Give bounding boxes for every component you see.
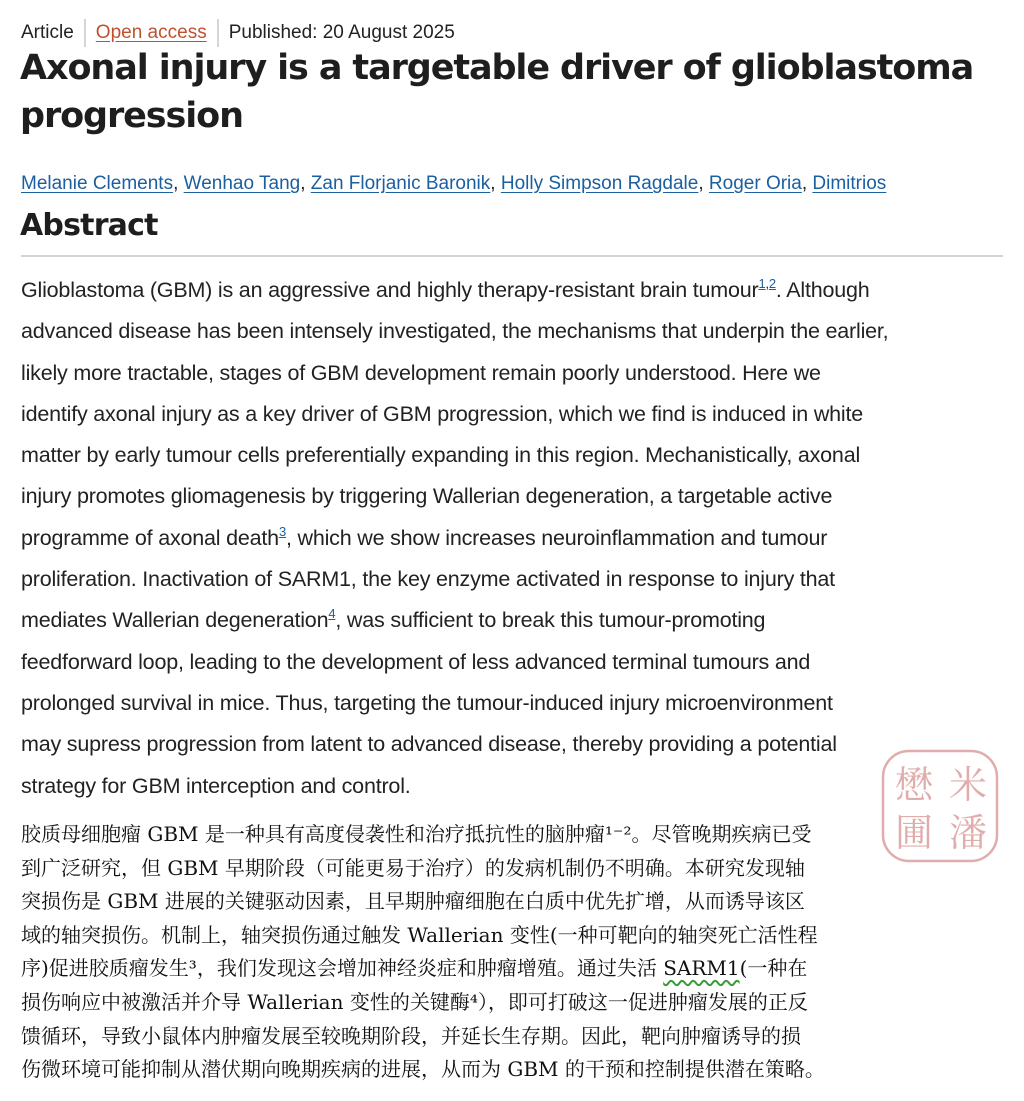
author-link[interactable]: Holly Simpson Ragdale [500, 173, 699, 194]
abstract-line: likely more tractable, stages of GBM development remain poorly understood. Here we [21, 360, 821, 385]
article-title: Axonal injury is a targetable driver of glioblastoma progression [20, 48, 974, 136]
abstract-text-segment: Glioblastoma (GBM) is an aggressive and highly therapy-resistant brain tumour [21, 278, 759, 302]
translation-line: 伤微环境可能抑制从潜伏期向晚期疾病的进展，从而为 GBM 的干预和控制提供潜在策略。 [21, 1057, 825, 1082]
translation-line: 域的轴突损伤。机制上，轴突损伤通过触发 Wallerian 变性(一种可靶向的轴突死亡活性程 [21, 922, 818, 947]
translation-line: 到广泛研究，但 GBM 早期阶段（可能更易于治疗）的发病机制仍不明确。本研究发现轴 [21, 855, 805, 880]
translation-line [21, 952, 1021, 986]
citation-link[interactable]: 1 [758, 276, 766, 291]
abstract-line: identify axonal injury as a key driver of GBM progression, which we find is induced in white [21, 401, 864, 426]
open-access-link[interactable]: Open access [95, 22, 207, 43]
abstract-line [21, 600, 1011, 641]
abstract-line [21, 518, 1011, 559]
spellcheck-underlined-term: SARM1 [663, 956, 740, 981]
seal-glyph: 潘 [948, 811, 988, 855]
seal-glyph: 圃 [894, 811, 934, 855]
citation-link[interactable]: 3 [278, 523, 286, 539]
abstract-text-segment: , which we show increases neuroinflammation and tumour [285, 525, 828, 550]
author-link[interactable]: Wenhao Tang [183, 173, 301, 194]
published-date: Published: 20 August 2025 [228, 22, 455, 43]
citation-separator: , [765, 276, 769, 291]
author-list: Melanie Clements, Wenhao Tang, Zan Florjanic Baronik, Holly Simpson Ragdale, Roger Oria, Dimitrios [21, 173, 887, 194]
abstract-text-segment: programme of axonal death [21, 525, 279, 550]
abstract-text-segment: . Although [775, 278, 870, 302]
citation-ref [758, 276, 775, 291]
citation-link[interactable]: 2 [768, 276, 776, 291]
abstract-line: proliferation. Inactivation of SARM1, the key enzyme activated in response to injury that [21, 567, 835, 592]
abstract-line: strategy for GBM interception and control. [21, 773, 411, 798]
translation-line: 胶质母细胞瘤 GBM 是一种具有高度侵袭性和治疗抵抗性的脑肿瘤¹⁻²。尽管晚期疾病已受 [21, 822, 812, 846]
meta-divider [217, 19, 219, 47]
meta-divider [84, 19, 86, 47]
abstract-line: prolonged survival in mice. Thus, targeting the tumour-induced injury microenvironment [21, 690, 833, 715]
translation-segment: 序)促进胶质瘤发生³，我们发现这会增加神经炎症和肿瘤增殖。通过失活 [21, 956, 664, 981]
translation-line: 损伤响应中被激活并介导 Wallerian 变性的关键酶⁴），即可打破这一促进肿瘤发展的正反 [21, 989, 808, 1014]
chinese-translation [21, 818, 1021, 1087]
citation-link[interactable]: 4 [328, 606, 336, 622]
article-type: Article [21, 22, 74, 43]
seal-stamp [880, 748, 1000, 864]
abstract-divider [21, 255, 1003, 257]
abstract-line: advanced disease has been intensely investigated, the mechanisms that underpin the earlier, [21, 319, 889, 344]
translation-line: 馈循环，导致小鼠体内肿瘤发展至较晚期阶段，并延长生存期。因此，靶向肿瘤诱导的损 [21, 1023, 801, 1048]
abstract-text-segment: mediates Wallerian degeneration [21, 608, 329, 633]
author-link[interactable]: Roger Oria [708, 173, 802, 194]
citation-ref [279, 524, 286, 539]
author-link[interactable]: Melanie Clements [21, 173, 174, 194]
abstract-heading: Abstract [20, 208, 158, 243]
abstract-line: matter by early tumour cells preferentially expanding in this region. Mechanistically, axonal [21, 443, 861, 468]
abstract-line: injury promotes gliomagenesis by triggering Wallerian degeneration, a targetable active [21, 484, 833, 509]
abstract-text-segment: , was sufficient to break this tumour-promoting [335, 608, 766, 633]
abstract-text [21, 270, 1011, 807]
abstract-line [21, 270, 1011, 311]
author-link[interactable]: Zan Florjanic Baronik [310, 173, 491, 194]
abstract-line: feedforward loop, leading to the development of less advanced terminal tumours and [21, 649, 811, 674]
author-link[interactable]: Dimitrios [812, 173, 887, 194]
seal-glyph: 米 [948, 763, 988, 807]
abstract-line: may supress progression from latent to advanced disease, thereby providing a potential [21, 732, 837, 757]
seal-glyph: 懋 [894, 763, 934, 807]
translation-segment: (一种在 [739, 956, 808, 981]
translation-line: 突损伤是 GBM 进展的关键驱动因素，且早期肿瘤细胞在白质中优先扩增，从而诱导该区 [21, 889, 805, 914]
